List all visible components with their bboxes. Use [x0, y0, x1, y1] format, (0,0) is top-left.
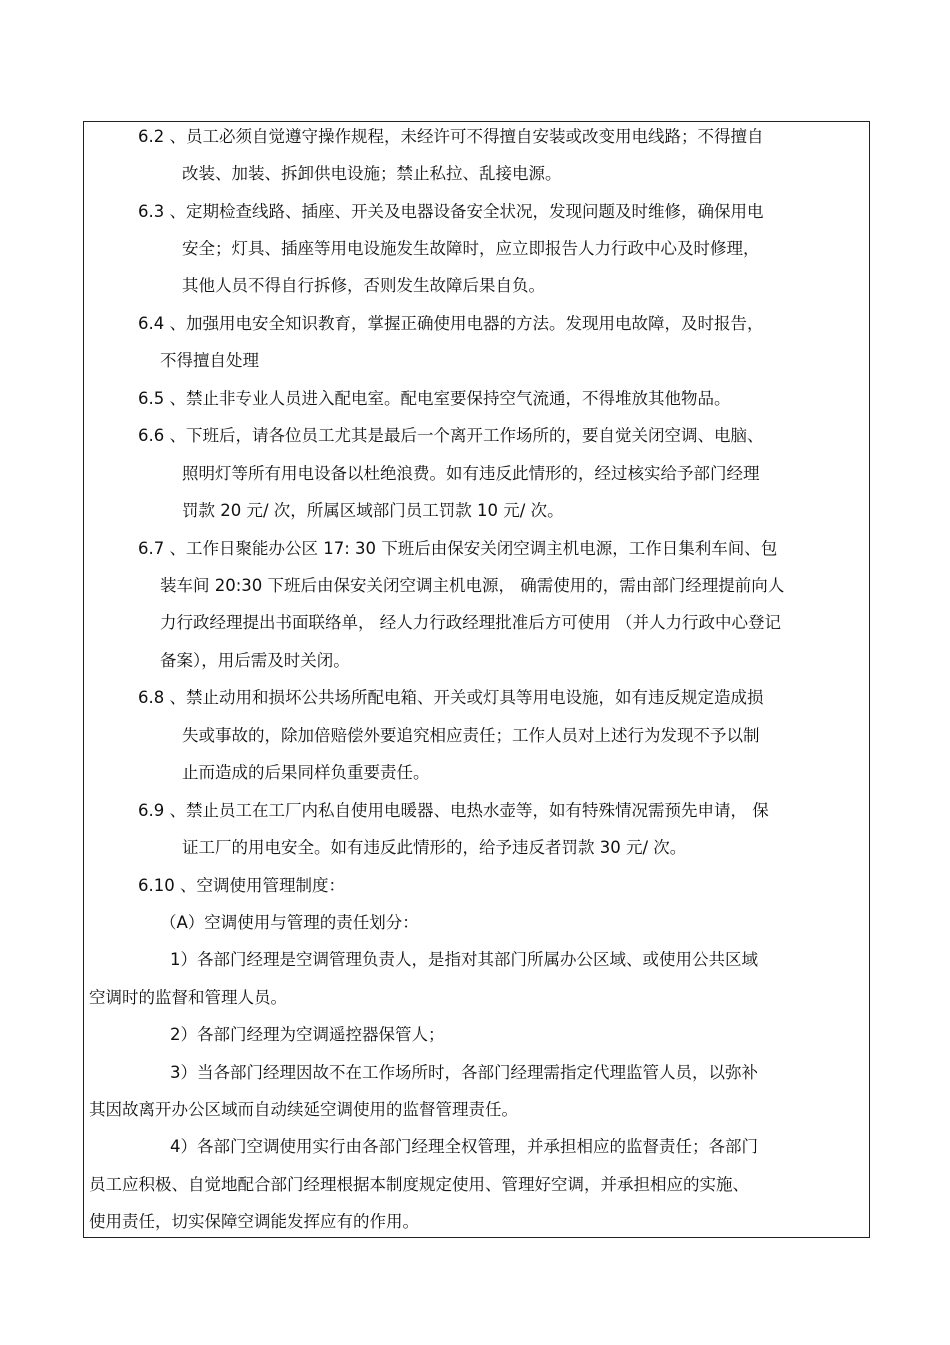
text-line: 6.6 、下班后，请各位员工尤其是最后一个离开工作场所的，要自觉关闭空调、电脑、	[138, 426, 764, 445]
text-line: 使用责任，切实保障空调能发挥应有的作用。	[89, 1212, 419, 1231]
text-line: 2）各部门经理为空调遥控器保管人；	[170, 1025, 445, 1044]
text-line: （A）空调使用与管理的责任划分：	[160, 913, 419, 932]
text-line: 止而造成的后果同样负重要责任。	[182, 763, 430, 782]
text-line: 3）当各部门经理因故不在工作场所时，各部门经理需指定代理监管人员，以弥补	[170, 1063, 758, 1082]
text-line: 安全；灯具、插座等用电设施发生故障时，应立即报告人力行政中心及时修理，	[182, 239, 760, 258]
text-line: 6.9 、禁止员工在工厂内私自使用电暖器、电热水壶等，如有特殊情况需预先申请， 保	[138, 801, 769, 820]
text-line: 6.2 、员工必须自觉遵守操作规程，未经许可不得擅自安装或改变用电线路；不得擅自	[138, 127, 764, 146]
text-line: 员工应积极、自觉地配合部门经理根据本制度规定使用、管理好空调，并承担相应的实施、	[89, 1175, 749, 1194]
text-line: 6.10 、空调使用管理制度：	[138, 876, 345, 895]
text-line: 其他人员不得自行拆修，否则发生故障后果自负。	[182, 276, 545, 295]
text-line: 照明灯等所有用电设备以杜绝浪费。如有违反此情形的，经过核实给予部门经理	[182, 464, 760, 483]
text-line: 6.3 、定期检查线路、插座、开关及电器设备安全状况，发现问题及时维修，确保用电	[138, 202, 764, 221]
text-line: 改装、加装、拆卸供电设施；禁止私拉、乱接电源。	[182, 164, 562, 183]
text-line: 装车间 20:30 下班后由保安关闭空调主机电源， 确需使用的，需由部门经理提前向人	[160, 576, 785, 595]
text-line: 证工厂的用电安全。如有违反此情形的，给予违反者罚款 30 元/ 次。	[182, 838, 687, 857]
text-line: 6.5 、禁止非专业人员进入配电室。配电室要保持空气流通，不得堆放其他物品。	[138, 389, 731, 408]
text-line: 6.4 、加强用电安全知识教育，掌握正确使用电器的方法。发现用电故障，及时报告，	[138, 314, 764, 333]
text-line: 6.8 、禁止动用和损坏公共场所配电箱、开关或灯具等用电设施，如有违反规定造成损	[138, 688, 764, 707]
text-line: 失或事故的，除加倍赔偿外要追究相应责任；工作人员对上述行为发现不予以制	[182, 726, 760, 745]
text-line: 力行政经理提出书面联络单， 经人力行政经理批准后方可使用 （并人力行政中心登记	[160, 613, 781, 632]
text-line: 4）各部门空调使用实行由各部门经理全权管理，并承担相应的监督责任；各部门	[170, 1137, 758, 1156]
text-line: 备案），用后需及时关闭。	[160, 651, 350, 670]
text-line: 罚款 20 元/ 次，所属区域部门员工罚款 10 元/ 次。	[182, 501, 564, 520]
text-line: 1）各部门经理是空调管理负责人，是指对其部门所属办公区域、或使用公共区域	[170, 950, 758, 969]
text-line: 6.7 、工作日聚能办公区 17: 30 下班后由保安关闭空调主机电源，工作日集利车间、包	[138, 539, 778, 558]
text-line: 不得擅自处理	[160, 351, 259, 370]
text-line: 空调时的监督和管理人员。	[89, 988, 287, 1007]
text-line: 其因故离开办公区域而自动续延空调使用的监督管理责任。	[89, 1100, 518, 1119]
